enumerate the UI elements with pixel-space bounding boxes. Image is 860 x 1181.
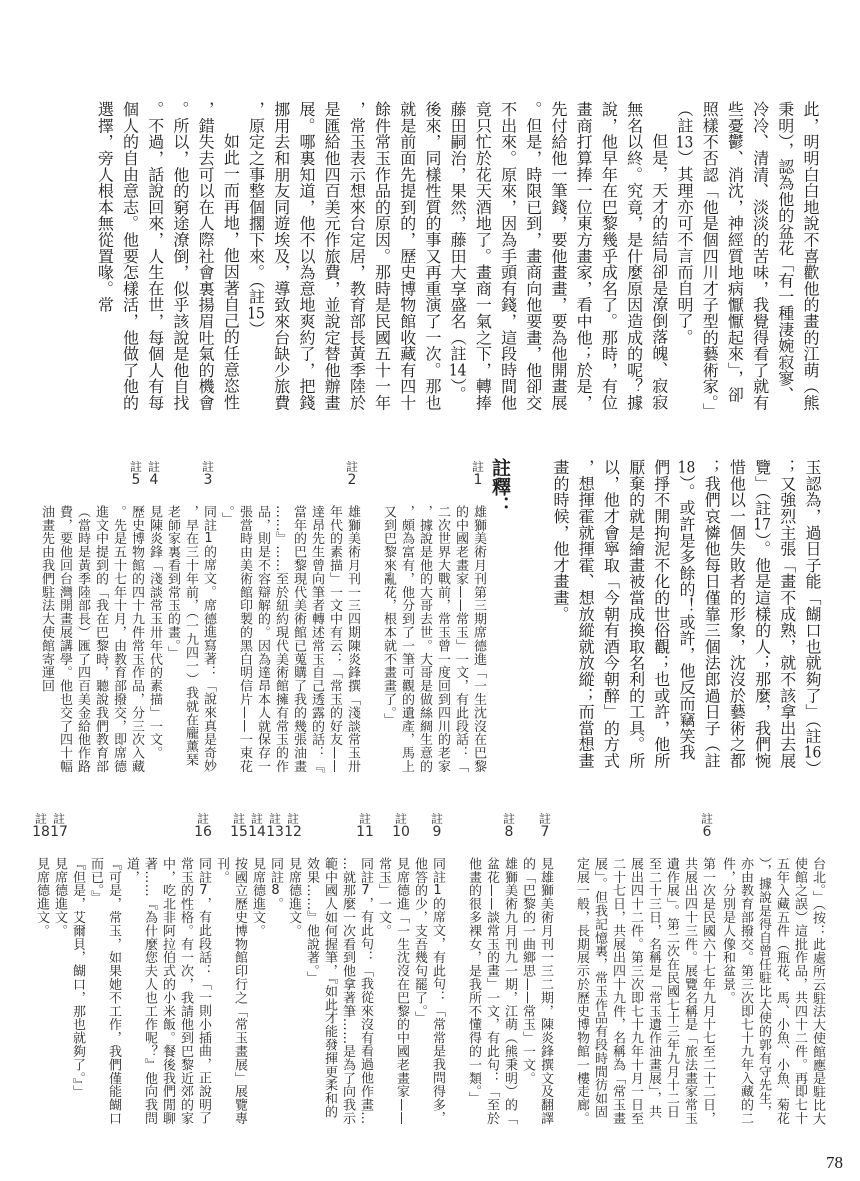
footnote-text: 台北。」（按：此處所云駐法大使館應是駐比大使館之誤）這批作品，共四十二件。再即七十五年入藏五件（瓶花、馬、小魚、小魚、菊花），據說是得自曾任駐比大使的郭有守先生，亦由教育部撥交。第三次即七十九年入藏的二件，分別是人像和盆景。 bbox=[720, 857, 825, 1126]
footnote-text: 見席德進文。 bbox=[52, 857, 67, 938]
page-number: 78 bbox=[826, 1153, 843, 1172]
note-reference-number: 15 bbox=[247, 304, 265, 321]
footnote-15 bbox=[212, 813, 248, 1127]
footnote-label: 註 16 bbox=[194, 812, 212, 840]
footnote-14 bbox=[248, 813, 266, 1127]
footnote-label: 註 8 bbox=[502, 812, 515, 840]
footnote-label: 註 13 bbox=[266, 812, 284, 840]
footnote-label: 註 17 bbox=[50, 812, 68, 840]
footnote-10 bbox=[374, 813, 410, 1127]
footnote-label: 註 9 bbox=[430, 812, 443, 840]
footnote-13 bbox=[266, 813, 284, 1127]
footnote-label: 註 2 bbox=[345, 460, 358, 488]
note-reference-number: 14 bbox=[448, 361, 467, 378]
footnote-11 bbox=[302, 813, 374, 1127]
footnote-5-continued bbox=[718, 813, 826, 1127]
footnote-label-spacer bbox=[808, 813, 826, 843]
footnote-text: 同註7，有此段話：「一則小插曲，正說明了常玉的性格。有一次，我請他到巴黎近郊的家中，吃北非阿拉伯式的小米飯。餐後我們閒聊著……『為什麼您夫人也工作呢？』他向我問道， 『可是，常玉，如果她不工作，我們僅能餬口而已。』 『但是，艾爾貝，餬口，那也就夠了。』」 bbox=[70, 857, 211, 1125]
footnote-label: 註 10 bbox=[392, 812, 410, 840]
footnote-label: 註 5 bbox=[129, 460, 142, 488]
note-reference-number: 7 bbox=[361, 883, 370, 897]
note-reference-number: 1 bbox=[204, 531, 213, 545]
footnote-17 bbox=[50, 813, 68, 1127]
footnote-9 bbox=[410, 813, 446, 1127]
note-reference-number: 8 bbox=[271, 883, 280, 897]
footnote-label: 註 6 bbox=[700, 812, 713, 840]
note-reference-number: 16 bbox=[803, 744, 822, 761]
note-reference-number: 7 bbox=[199, 883, 208, 897]
footnote-7 bbox=[518, 813, 554, 1127]
note-reference-number: 13 bbox=[675, 133, 694, 150]
body-paragraph: 此，明明白白地說不喜歡他的畫的江萌（熊秉明），認為他的盆花「有一種淒婉寂寥、冷冷、清清、淡淡的苦味，我覺得看了就有些憂鬱、消沈，神經質地病懨懨起來」，卻照樣不否認「他是個四川才子型的藝術家。」（註13）其理亦可不言而自明了。 bbox=[674, 101, 820, 411]
note-reference-number: 1 bbox=[433, 883, 442, 897]
footnote-text: 見席德進文。 bbox=[34, 857, 49, 938]
footnote-18 bbox=[32, 813, 50, 1127]
body-paragraph: 玉認為，過日子能「餬口也就夠了」（註16）；又強烈主張「畫不成熟，就不該拿出去展覽」（註17）。他是這樣的人；那麼，我們惋惜他以一個失敗者的形象，沈沒於藝術之都；我們哀憐他每日僅靠三個法郎過日子（註18）。或許是多餘的！或許，他反而竊笑我們掙不開拘泥不化的世俗觀；也或許，他所厭棄的就是繪畫被當成換取名利的工具。所以，他才會寧取「今朝有酒今朝醉」的方式，想揮霍就揮霍、想放縱就放縱；而當想畫畫的時候，他才畫畫。 bbox=[550, 459, 822, 769]
note-reference-number: 18 bbox=[677, 459, 696, 475]
body-text-top bbox=[92, 101, 823, 413]
footnote-text: 同註1的席文，有此句：「常常是我問得多，他答的少，支吾幾句罷了。」 bbox=[412, 857, 445, 1125]
footnote-text: 同註8。 bbox=[268, 857, 283, 911]
footnote-12 bbox=[284, 813, 302, 1127]
footnote-text: 按國立歷史博物館印行之「常玉畫展」展覽專刊。 bbox=[214, 857, 247, 1125]
body-text-middle bbox=[548, 459, 825, 771]
footnote-2 bbox=[217, 461, 361, 775]
body-paragraph: 如此一而再地，他因著自己的任意恣性，錯失去可以在人際社會裏揚眉吐氣的機會。所以，他的窮途潦倒，似乎該說是他自找。不過，話說回來，人生在世，每個人有每個人的自由意志。他要怎樣活，他做了他的選擇，旁人根本無從置喙。常 bbox=[95, 101, 241, 411]
footnote-text: 見席德進文。 bbox=[250, 857, 265, 938]
notes-heading: 註釋： bbox=[489, 458, 511, 515]
footnote-text: 雄獅美術九月刊九一期，江萌（熊秉明）的「盆花——談常玉的畫」一文，有此句：「至於他畫的很多裸女，是我所不懂得的一類。」 bbox=[466, 857, 517, 1125]
footnote-3 bbox=[163, 461, 217, 775]
note-reference-number: 17 bbox=[753, 516, 771, 533]
footnote-text: 同註1的席文。席德進寫著：「說來真是奇妙，早在三十年前，（一九四一）我就在龐薰琹老師家裏看到常玉的畫。」 bbox=[165, 505, 216, 773]
footnote-6 bbox=[572, 813, 716, 1127]
footnote-text: 見席德進文。 bbox=[286, 857, 301, 938]
footnote-text: 雄獅美術月刊一三四期陳炎鋒撰「淺談常玉卅年代的素描」一文中有云：「常玉的好友——達昂先生曾向筆者轉述常玉自己透露的話：『當年的巴黎現代美術館已蒐購了我的幾張油畫……』……至於紐約現代美術館擁有常玉的作品，則是不容辯解的。因為達昂本人就保存一張當時由美術館印製的黑白明信片——一束花。」 bbox=[219, 505, 360, 773]
footnote-label: 註 18 bbox=[32, 812, 50, 840]
footnote-label: 註 1 bbox=[471, 460, 484, 488]
footnote-text: 雄獅美術月刊第三期席德進「一生沈沒在巴黎的中國老畫家——常玉」一文，有此段話：「二次世界大戰前，常玉曾一度回到四川的老家，據說是他的大哥去世。大哥是做絲綢生意的，頗為富有，他分到了一筆可觀的遺產，馬上又到巴黎來亂花，根本就不畫畫了。」 bbox=[381, 505, 486, 773]
footnote-label: 註 11 bbox=[356, 812, 374, 840]
footnote-label: 註 4 bbox=[147, 460, 160, 488]
footnote-text: 見席德進「一生沈沒在巴黎的中國老畫家——常玉」一文。 bbox=[376, 857, 409, 1125]
footnote-text: 歷史博物館的四十九件常玉作品，分三次入藏。先是五十七年十月，由教育部撥交，即席德進文中提到的「我在巴黎時，聽說我們教育部（當時是黃季陸部長）匯了四百美金給他作路費，要他回台灣開畫展講學。他也交了四十幅油畫先由我們駐法大使館寄運回 bbox=[39, 505, 144, 773]
footnote-text: 同註7，有此句：「我從來沒有看過他作畫……就那麼一次看到他拿著筆……是為了向我示範中國人如何握筆，『如此才能發揮更柔和的效果……』他說著。」 bbox=[304, 857, 373, 1125]
footnote-text: 見陳炎鋒「淺談常玉卅年代的素描」一文。 bbox=[147, 505, 162, 760]
footnote-4 bbox=[145, 461, 163, 775]
footnote-label: 註 7 bbox=[538, 812, 551, 840]
body-paragraph: 但是，天才的結局卻是潦倒落魄、寂寂無名以終。究竟，是什麼原因造成的呢？據說，他早年在巴黎幾乎成名了。那時，有位畫商打算捧一位東方畫家，看中他；於是，先付給他一筆錢，要他畫畫，要為他開畫展。但是，時限已到，畫商向他要畫，他卻交不出來。原來，因為手頭有錢，這段時間他竟只忙於花天酒地了。畫商一氣之下，轉捧藤田嗣治，果然，藤田大享盛名（註14）。後來，同樣性質的事又再重演了一次。那也就是前面先提到的，歷史博物館收藏有四十餘件常玉作品的原因。那時是民國五十一年，常玉表示想來台定居，教育部長黃季陸於是匯給他四百美元作旅費，並說定替他辦畫展。哪裏知道，他不以為意地爽約了，把錢挪用去和朋友同遊埃及，導致來台缺少旅費，原定之事整個擱下來。（註15） bbox=[246, 101, 669, 411]
footnote-5 bbox=[37, 461, 145, 775]
footnote-label: 註 14 bbox=[248, 812, 266, 840]
footnote-text: 第一次是民國六十七年九月十七至二十二日，共展出四十三件。展覽名稱是「旅法畫家常玉遺作展」。第二次在民國七十三年九月十二日至二十三日，名稱是「常玉遺作油畫展」，共展出四十二件。第三次即七十九年十月一日至二十七日，共展出四十九件，名稱為「常玉畫展」。但我記憶裏，常玉作品有段時間彷如固定展一般，長期展示於歷史博物館一樓走廊。 bbox=[574, 857, 715, 1125]
footnote-1 bbox=[379, 461, 487, 775]
footnote-label: 註 15 bbox=[230, 812, 248, 840]
footnote-text: 見雄獅美術月刊一三二期，陳炎鋒撰文及翻譯的「巴黎的一曲鄉思——常玉」一文。 bbox=[520, 857, 553, 1125]
footnote-label: 註 3 bbox=[201, 460, 214, 488]
footnote-label: 註 12 bbox=[284, 812, 302, 840]
footnote-16 bbox=[68, 813, 212, 1127]
footnote-8 bbox=[464, 813, 518, 1127]
